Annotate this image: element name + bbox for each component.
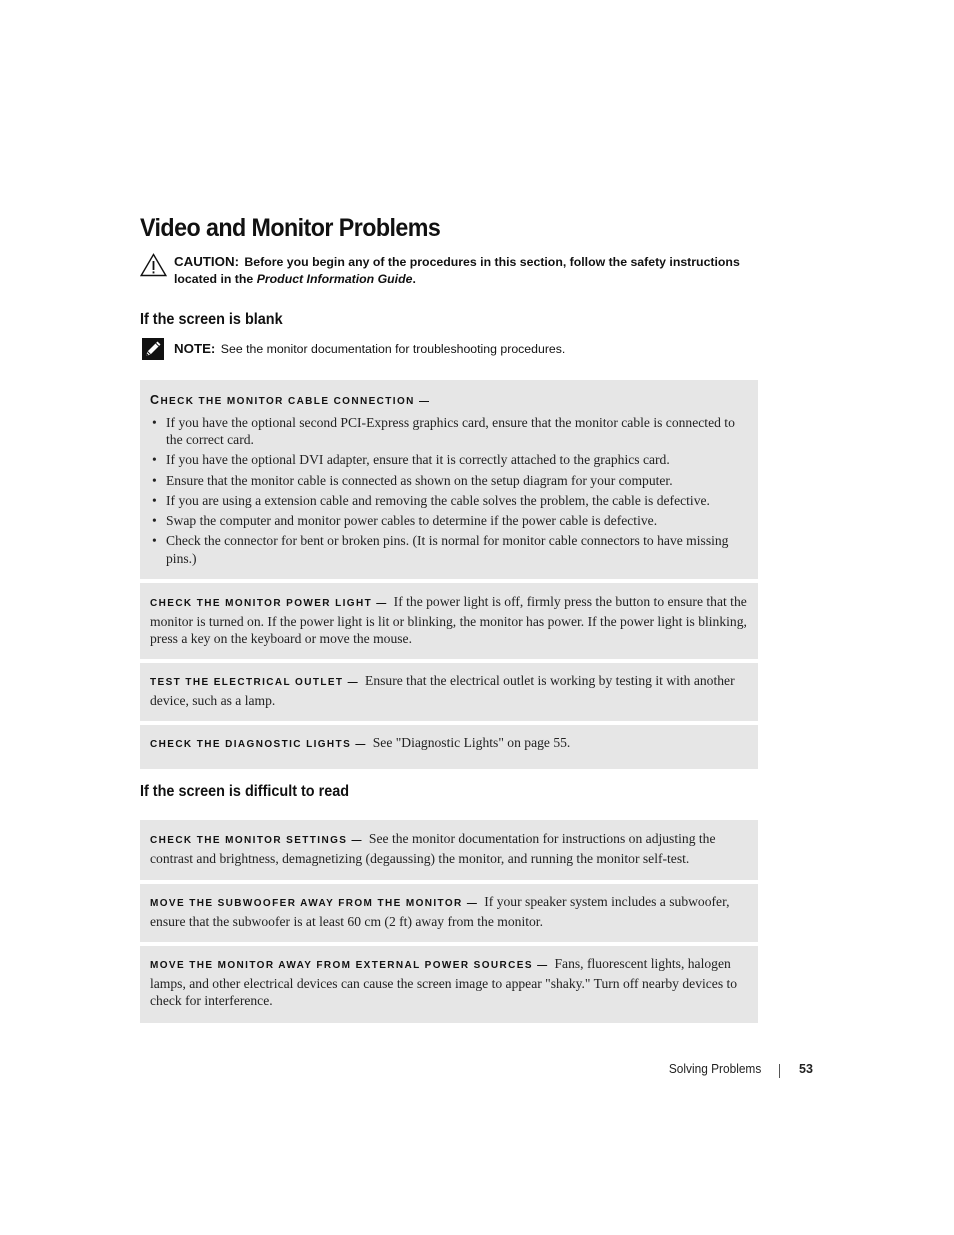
list-item: • Check the connector for bent or broken pins. (It is normal for monitor cable connectors to have missing pins.) [152, 533, 729, 566]
note-label: NOTE: [174, 341, 216, 356]
list-item: • If you have the optional DVI adapter, ensure that it is correctly attached to the graphics card. [152, 452, 670, 468]
caution-triangle-icon [140, 253, 167, 277]
tip-text: See the monitor documentation for instructions on adjusting the contrast and brightness, demagnetizing (degaussing) the monitor, and running the monitor self-test. [150, 831, 716, 866]
list-item-text: If you have the optional DVI adapter, ensure that it is correctly attached to the graphics card. [166, 452, 670, 468]
tip-heading: CHECK THE DIAGNOSTIC LIGHTS — [150, 739, 367, 750]
tip-box-electrical-outlet [140, 663, 758, 721]
caution-label: CAUTION: [174, 254, 239, 269]
tip-text: Ensure that the electrical outlet is working by testing it with another device, such as a lamp. [150, 673, 735, 708]
list-item: • If you have the optional second PCI-Express graphics card, ensure that the monitor cable is connected to the correct card. [152, 414, 735, 448]
page-number: 53 [799, 1062, 813, 1076]
caution-body-text: Before you begin any of the procedures in this section, follow the safety instructions located in the [174, 255, 740, 286]
caution-guide-title: Product Information Guide [256, 272, 413, 286]
list-item-text: Swap the computer and monitor power cables to determine if the power cable is defective. [166, 512, 658, 528]
section-heading-difficult: If the screen is difficult to read [140, 783, 350, 800]
list-item-text: If you have the optional second PCI-Express graphics card, ensure that the monitor cable is connected to the correct card. [166, 414, 735, 448]
tip-text: If the power light is off, firmly press the button to ensure that the monitor is turned on. If the power light is lit or blinking, the monitor has power. If the power light is blinking, press a key on the keyboard or move the mouse. [150, 594, 747, 647]
tip-box-diagnostic-lights [140, 725, 758, 769]
note-body: See the monitor documentation for troubleshooting procedures. [220, 342, 566, 356]
tip-box-power-light [140, 583, 758, 659]
note-notice [140, 340, 760, 362]
caution-text [174, 253, 760, 288]
list-item-text: Check the connector for bent or broken pins. (It is normal for monitor cable connectors to have missing pins.) [166, 533, 729, 566]
tip-text: If your speaker system includes a subwoofer, ensure that the subwoofer is at least 60 cm (2 ft) away from the monitor. [150, 894, 730, 929]
list-item-text: Ensure that the monitor cable is connected as shown on the setup diagram for your computer. [166, 472, 673, 488]
tip-text: See "Diagnostic Lights" on page 55. [372, 735, 571, 750]
tip-heading: MOVE THE SUBWOOFER AWAY FROM THE MONITOR — [150, 898, 479, 909]
tip-heading: CHECK THE MONITOR SETTINGS — [150, 835, 363, 846]
tip-heading: CHECK THE MONITOR CABLE CONNECTION — [150, 393, 431, 407]
footer-divider [779, 1064, 780, 1078]
note-text [174, 340, 760, 358]
caution-body-end: . [412, 272, 416, 286]
section-heading-blank: If the screen is blank [140, 311, 283, 328]
tip-box-monitor-settings [140, 820, 758, 880]
page-footer [0, 1062, 954, 1082]
note-pencil-icon [142, 338, 164, 360]
tip-heading: TEST THE ELECTRICAL OUTLET — [150, 677, 360, 688]
tip-box-power-sources [140, 946, 758, 1023]
caution-notice [140, 253, 760, 293]
tip-heading: MOVE THE MONITOR AWAY FROM EXTERNAL POWER SOURCES — [150, 960, 549, 971]
page-title: Video and Monitor Problems [140, 214, 441, 242]
footer-section-title: Solving Problems [668, 1062, 761, 1076]
tip-text: Fans, fluorescent lights, halogen lamps, and other electrical devices can cause the screen image to appear "shaky." Turn off nearby devices to check for interference. [150, 956, 738, 1009]
list-item: • If you are using a extension cable and removing the cable solves the problem, the cable is defective. [152, 492, 710, 508]
tip-box-cable-connection [140, 380, 758, 579]
tip-heading: CHECK THE MONITOR POWER LIGHT — [150, 598, 388, 609]
tip-list [150, 414, 748, 568]
list-item: • Ensure that the monitor cable is connected as shown on the setup diagram for your computer. [152, 472, 673, 488]
list-item: • Swap the computer and monitor power cables to determine if the power cable is defective. [152, 512, 658, 528]
list-item-text: If you are using a extension cable and removing the cable solves the problem, the cable is defective. [166, 492, 710, 508]
tip-box-subwoofer [140, 884, 758, 942]
